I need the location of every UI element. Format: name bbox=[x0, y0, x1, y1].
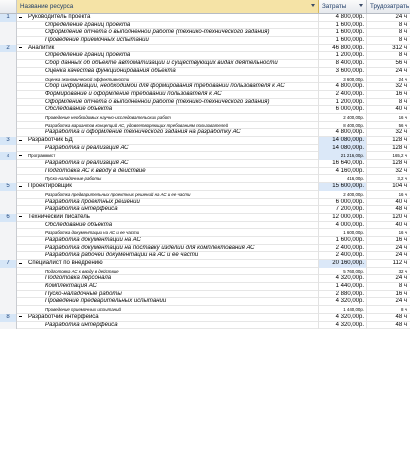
work-cell[interactable]: 16 ч bbox=[398, 114, 407, 120]
resource-name-cell[interactable] bbox=[17, 275, 319, 283]
work-cell[interactable]: 8 ч bbox=[398, 37, 407, 44]
cost-cell[interactable]: 2 400,00р. bbox=[319, 191, 367, 199]
assignment-row[interactable] bbox=[0, 229, 410, 237]
work-cell[interactable]: 312 ч bbox=[392, 44, 407, 51]
cost-cell[interactable]: 3 600,00р. bbox=[319, 76, 367, 84]
row-number[interactable] bbox=[0, 322, 17, 330]
resource-name-label: Сбор данных об объекте автоматизации и существующих видах деятельности bbox=[45, 60, 278, 67]
row-number[interactable]: 5 bbox=[0, 183, 17, 191]
row-number[interactable] bbox=[0, 145, 17, 153]
resource-name-cell[interactable] bbox=[17, 260, 319, 268]
assignment-row[interactable] bbox=[0, 245, 410, 253]
resource-name-cell[interactable] bbox=[17, 52, 319, 60]
row-number[interactable] bbox=[0, 222, 17, 230]
resource-name-cell[interactable] bbox=[17, 14, 319, 22]
cost-cell[interactable]: 8 400,00р. bbox=[319, 122, 367, 130]
row-number[interactable] bbox=[0, 22, 17, 30]
cost-cell[interactable]: 4 800,00р. bbox=[319, 129, 367, 137]
row-number[interactable] bbox=[0, 114, 17, 122]
resource-row[interactable] bbox=[0, 45, 410, 53]
resource-row[interactable] bbox=[0, 183, 410, 191]
assignment-row[interactable] bbox=[0, 114, 410, 122]
cost-cell[interactable]: 5 760,00р. bbox=[319, 268, 367, 276]
assignment-row[interactable] bbox=[0, 99, 410, 107]
resource-name-label: Аналитик bbox=[28, 44, 55, 51]
row-number[interactable] bbox=[0, 52, 17, 60]
row-number[interactable] bbox=[0, 291, 17, 299]
row-number[interactable]: 6 bbox=[0, 214, 17, 222]
work-cell[interactable]: 56 ч bbox=[395, 60, 407, 67]
resource-name-cell[interactable] bbox=[17, 199, 319, 207]
resource-name-cell[interactable] bbox=[17, 229, 319, 237]
row-number[interactable] bbox=[0, 160, 17, 168]
table-body bbox=[0, 14, 410, 329]
resource-name-cell[interactable] bbox=[17, 106, 319, 114]
row-number[interactable] bbox=[0, 275, 17, 283]
assignment-row[interactable] bbox=[0, 291, 410, 299]
resource-name-label: Специалист по внедрению bbox=[28, 260, 103, 266]
work-cell[interactable]: 48 ч bbox=[395, 313, 407, 320]
cost-cell[interactable]: 2 400,00р. bbox=[319, 245, 367, 253]
assignment-row[interactable] bbox=[0, 306, 410, 314]
assignment-row[interactable] bbox=[0, 298, 410, 306]
work-cell[interactable]: 8 ч bbox=[398, 29, 407, 36]
assignment-row[interactable] bbox=[0, 283, 410, 291]
resource-name-cell[interactable] bbox=[17, 322, 319, 330]
row-number[interactable]: 1 bbox=[0, 14, 17, 22]
resource-name-cell[interactable] bbox=[17, 175, 319, 183]
resource-name-label: Проведение предварительных испытаний bbox=[45, 298, 167, 305]
resource-name-cell[interactable] bbox=[17, 37, 319, 45]
resource-name-label: Разработка предварительных проектных решений на АС и ее части bbox=[45, 191, 191, 197]
resource-name-label: Разработчик БД bbox=[28, 137, 73, 143]
resource-name-label: Проведение приемочных испытаний bbox=[45, 307, 121, 313]
work-cell[interactable]: 112 ч bbox=[392, 260, 407, 266]
resource-name-cell[interactable] bbox=[17, 122, 319, 130]
row-number[interactable] bbox=[0, 76, 17, 84]
resource-row[interactable] bbox=[0, 314, 410, 322]
column-header-label: Затраты bbox=[322, 3, 347, 10]
column-header-work[interactable] bbox=[367, 0, 410, 13]
resource-name-label: Программист bbox=[28, 153, 56, 159]
cost-cell[interactable]: 4 160,00р. bbox=[319, 168, 367, 176]
cost-cell[interactable]: 4 800,00р. bbox=[319, 14, 367, 22]
row-number[interactable] bbox=[0, 199, 17, 207]
assignment-row[interactable] bbox=[0, 175, 410, 183]
row-number[interactable]: 3 bbox=[0, 137, 17, 145]
work-cell[interactable]: 8 ч bbox=[398, 21, 407, 28]
resource-name-label: Сбор информации, необходимой для формирования требований пользователя к АС bbox=[45, 83, 285, 90]
resource-name-label: Разработка и реализация АС bbox=[45, 160, 129, 167]
cost-cell[interactable]: 1 600,00р. bbox=[319, 229, 367, 237]
select-all-corner[interactable] bbox=[0, 0, 17, 13]
resource-name-cell[interactable] bbox=[17, 145, 319, 153]
row-number[interactable] bbox=[0, 175, 17, 183]
cost-cell[interactable]: 15 600,00р. bbox=[319, 183, 367, 191]
work-cell[interactable]: 8 ч bbox=[401, 307, 407, 313]
resource-name-cell[interactable] bbox=[17, 183, 319, 191]
assignment-row[interactable] bbox=[0, 122, 410, 130]
resource-name-label: Разработка документации на АС и ее части bbox=[45, 230, 140, 236]
work-cell[interactable]: 48 ч bbox=[395, 321, 407, 328]
cost-cell[interactable]: 4 320,00р. bbox=[319, 322, 367, 330]
cost-cell[interactable]: 1 440,00р. bbox=[319, 306, 367, 314]
resource-name-cell[interactable] bbox=[17, 206, 319, 214]
column-header-row bbox=[0, 0, 410, 14]
row-number[interactable] bbox=[0, 168, 17, 176]
work-cell[interactable]: 8 ч bbox=[398, 52, 407, 59]
column-header-label: Трудозатрать bbox=[370, 3, 410, 10]
cost-cell[interactable]: 1 600,00р. bbox=[319, 37, 367, 45]
work-cell[interactable]: 8 ч bbox=[398, 98, 407, 105]
resource-name-cell[interactable] bbox=[17, 306, 319, 314]
resource-name-label: Проведение необходимых научно-исследовательских работ bbox=[45, 114, 171, 120]
row-number[interactable] bbox=[0, 283, 17, 291]
resource-name-label: Разработка и оформление технического задания на разработку АС bbox=[45, 129, 241, 136]
work-cell[interactable]: 40 ч bbox=[395, 106, 407, 113]
row-number[interactable] bbox=[0, 122, 17, 130]
work-cell[interactable]: 16 ч bbox=[395, 290, 407, 297]
cost-cell[interactable]: 21 216,00р. bbox=[319, 152, 367, 160]
assignment-row[interactable] bbox=[0, 129, 410, 137]
cost-cell[interactable]: 12 000,00р. bbox=[319, 214, 367, 222]
cost-cell[interactable]: 4 000,00р. bbox=[319, 222, 367, 230]
resource-row[interactable] bbox=[0, 260, 410, 268]
resource-name-cell[interactable] bbox=[17, 168, 319, 176]
work-cell[interactable]: 40 ч bbox=[395, 221, 407, 228]
resource-name-cell[interactable] bbox=[17, 191, 319, 199]
resource-name-label: Определение границ проекта bbox=[45, 52, 131, 59]
row-number[interactable] bbox=[0, 245, 17, 253]
assignment-row[interactable] bbox=[0, 206, 410, 214]
work-cell[interactable]: 32 ч bbox=[395, 167, 407, 174]
work-cell[interactable]: 16 ч bbox=[395, 236, 407, 243]
cost-cell[interactable]: 2 400,00р. bbox=[319, 252, 367, 260]
row-number[interactable] bbox=[0, 29, 17, 37]
work-cell[interactable]: 48 ч bbox=[395, 206, 407, 213]
assignment-row[interactable] bbox=[0, 145, 410, 153]
assignment-row[interactable] bbox=[0, 268, 410, 276]
resource-name-cell[interactable] bbox=[17, 314, 319, 322]
resource-name-cell[interactable] bbox=[17, 83, 319, 91]
assignment-row[interactable] bbox=[0, 252, 410, 260]
work-cell[interactable]: 120 ч bbox=[392, 213, 407, 220]
resource-name-label: Подготовка персонала bbox=[45, 275, 112, 282]
cost-cell[interactable]: 1 440,00р. bbox=[319, 283, 367, 291]
resource-name-label: Технический писатель bbox=[28, 213, 90, 220]
assignment-row[interactable] bbox=[0, 191, 410, 199]
work-cell[interactable]: 128 ч bbox=[392, 144, 407, 151]
filter-dropdown-icon[interactable] bbox=[359, 4, 363, 7]
work-cell[interactable]: 56 ч bbox=[398, 122, 407, 128]
cost-cell[interactable]: 2 400,00р. bbox=[319, 114, 367, 122]
assignment-row[interactable] bbox=[0, 22, 410, 30]
cost-cell[interactable]: 1 200,00р. bbox=[319, 52, 367, 60]
work-cell[interactable]: 128 ч bbox=[392, 137, 407, 143]
assignment-row[interactable] bbox=[0, 275, 410, 283]
row-number[interactable] bbox=[0, 60, 17, 68]
cost-cell[interactable]: 6 000,00р. bbox=[319, 199, 367, 207]
resource-name-label: Подготовка АС к вводу в действие bbox=[45, 268, 119, 274]
row-number[interactable] bbox=[0, 206, 17, 214]
resource-name-label: Проектировщик bbox=[28, 183, 72, 190]
cost-cell[interactable]: 20 160,00р. bbox=[319, 260, 367, 268]
resource-name-cell[interactable] bbox=[17, 114, 319, 122]
assignment-row[interactable] bbox=[0, 91, 410, 99]
cost-cell[interactable]: 14 080,00р. bbox=[319, 137, 367, 145]
resource-name-cell[interactable] bbox=[17, 45, 319, 53]
cost-cell[interactable]: 6 000,00р. bbox=[319, 106, 367, 114]
resource-name-cell[interactable] bbox=[17, 298, 319, 306]
resource-name-cell[interactable] bbox=[17, 222, 319, 230]
resource-name-label: Подготовка АС к вводу в действие bbox=[45, 167, 146, 174]
work-cell[interactable]: 16 ч bbox=[398, 230, 407, 236]
resource-row[interactable] bbox=[0, 214, 410, 222]
resource-name-cell[interactable] bbox=[17, 268, 319, 276]
row-number[interactable] bbox=[0, 237, 17, 245]
assignment-row[interactable] bbox=[0, 52, 410, 60]
resource-name-cell[interactable] bbox=[17, 160, 319, 168]
row-number[interactable] bbox=[0, 191, 17, 199]
resource-name-cell[interactable] bbox=[17, 22, 319, 30]
resource-name-cell[interactable] bbox=[17, 91, 319, 99]
resource-name-cell[interactable] bbox=[17, 137, 319, 145]
assignment-row[interactable] bbox=[0, 37, 410, 45]
resource-name-label: Разработчик интерфейса bbox=[28, 313, 99, 320]
row-number[interactable]: 7 bbox=[0, 260, 17, 268]
resource-name-label: Формирование и оформление требований пользователя к АС bbox=[45, 90, 222, 97]
work-cell[interactable]: 165,2 ч bbox=[392, 153, 407, 159]
resource-name-label: Оценка экономической эффективности bbox=[45, 76, 130, 82]
resource-name-label: Разработка рабочей документации на АС и ее части bbox=[45, 252, 199, 259]
resource-name-cell[interactable] bbox=[17, 99, 319, 107]
resource-name-cell[interactable] bbox=[17, 291, 319, 299]
row-number[interactable] bbox=[0, 68, 17, 76]
cost-cell[interactable]: 2 880,00р. bbox=[319, 291, 367, 299]
assignment-row[interactable] bbox=[0, 160, 410, 168]
work-cell[interactable]: 128 ч bbox=[392, 160, 407, 167]
resource-name-label: Разработка документации на поставку изделий для комплектования АС bbox=[45, 244, 255, 251]
work-cell[interactable]: 8 ч bbox=[398, 283, 407, 290]
assignment-row[interactable] bbox=[0, 168, 410, 176]
column-header-resource-name[interactable] bbox=[17, 0, 319, 13]
resource-name-cell[interactable] bbox=[17, 29, 319, 37]
cost-cell[interactable]: 7 200,00р. bbox=[319, 206, 367, 214]
resource-name-label: Руководитель проекта bbox=[28, 14, 91, 20]
resource-name-label: Пуско-наладочные работы bbox=[45, 176, 102, 182]
work-cell[interactable]: 16 ч bbox=[398, 191, 407, 197]
resource-name-label: Обследование объекта bbox=[45, 221, 113, 228]
resource-name-cell[interactable] bbox=[17, 76, 319, 84]
resource-name-label: Оценка качества функционирования объекта bbox=[45, 67, 176, 74]
cost-cell[interactable]: 3 600,00р. bbox=[319, 68, 367, 76]
resource-name-label: Разработка вариантов концепций АС, удовлетворяющих требованиям пользователей bbox=[45, 122, 229, 128]
assignment-row[interactable] bbox=[0, 199, 410, 207]
resource-name-label: Обследование объекта bbox=[45, 106, 113, 113]
resource-name-cell[interactable] bbox=[17, 237, 319, 245]
row-number[interactable] bbox=[0, 129, 17, 137]
resource-name-cell[interactable] bbox=[17, 245, 319, 253]
assignment-row[interactable] bbox=[0, 222, 410, 230]
cost-cell[interactable]: 4 320,00р. bbox=[319, 298, 367, 306]
row-number[interactable] bbox=[0, 252, 17, 260]
cost-cell[interactable]: 2 400,00р. bbox=[319, 91, 367, 99]
work-cell[interactable]: 32 ч bbox=[395, 83, 407, 90]
work-cell[interactable]: 24 ч bbox=[398, 76, 407, 82]
column-header-cost[interactable] bbox=[319, 0, 367, 13]
cost-cell[interactable]: 14 080,00р. bbox=[319, 145, 367, 153]
row-number[interactable] bbox=[0, 306, 17, 314]
resource-name-cell[interactable] bbox=[17, 129, 319, 137]
work-cell[interactable]: 32 ч bbox=[398, 268, 407, 274]
assignment-row[interactable] bbox=[0, 237, 410, 245]
resource-name-label: Разработка проектных решений bbox=[45, 198, 140, 205]
cost-cell[interactable]: 1 200,00р. bbox=[319, 99, 367, 107]
cost-cell[interactable]: 4 320,00р. bbox=[319, 314, 367, 322]
work-cell[interactable]: 24 ч bbox=[395, 67, 407, 74]
resource-name-cell[interactable] bbox=[17, 252, 319, 260]
row-number[interactable] bbox=[0, 229, 17, 237]
assignment-row[interactable] bbox=[0, 76, 410, 84]
resource-name-cell[interactable] bbox=[17, 214, 319, 222]
assignment-row[interactable] bbox=[0, 83, 410, 91]
row-number[interactable] bbox=[0, 298, 17, 306]
row-number[interactable] bbox=[0, 268, 17, 276]
resource-name-cell[interactable] bbox=[17, 283, 319, 291]
row-number[interactable] bbox=[0, 106, 17, 114]
row-number[interactable]: 2 bbox=[0, 45, 17, 53]
cost-cell[interactable]: 4 800,00р. bbox=[319, 83, 367, 91]
resource-row[interactable] bbox=[0, 14, 410, 22]
assignment-row[interactable] bbox=[0, 106, 410, 114]
resource-name-label: Оформление отчета о выполненной работе (технико-технического задания) bbox=[45, 29, 270, 36]
row-number[interactable]: 4 bbox=[0, 152, 17, 160]
resource-name-label: Комплектация АС bbox=[45, 283, 97, 290]
row-number[interactable] bbox=[0, 99, 17, 107]
work-cell[interactable]: 24 ч bbox=[395, 14, 407, 20]
assignment-row[interactable] bbox=[0, 60, 410, 68]
work-cell[interactable]: 40 ч bbox=[395, 198, 407, 205]
work-cell[interactable]: 24 ч bbox=[395, 252, 407, 259]
cost-cell[interactable]: 1 600,00р. bbox=[319, 22, 367, 30]
resource-name-cell[interactable] bbox=[17, 68, 319, 76]
row-number[interactable]: 8 bbox=[0, 314, 17, 322]
resource-row[interactable] bbox=[0, 137, 410, 145]
assignment-row[interactable] bbox=[0, 68, 410, 76]
work-cell[interactable]: 24 ч bbox=[395, 244, 407, 251]
resource-name-label: Разработка и реализация АС bbox=[45, 144, 129, 151]
resource-name-label: Определение границ проекта bbox=[45, 21, 131, 28]
work-cell[interactable]: 3,2 ч bbox=[397, 176, 407, 182]
resource-row[interactable] bbox=[0, 152, 410, 160]
assignment-row[interactable] bbox=[0, 322, 410, 330]
resource-name-label: Разработка документации на АС bbox=[45, 236, 141, 243]
resource-name-label: Пуско-наладочные работы bbox=[45, 290, 122, 297]
filter-dropdown-icon[interactable] bbox=[311, 4, 315, 7]
assignment-row[interactable] bbox=[0, 29, 410, 37]
row-number[interactable] bbox=[0, 37, 17, 45]
cost-cell[interactable]: 46 800,00р. bbox=[319, 45, 367, 53]
work-cell[interactable]: 32 ч bbox=[395, 129, 407, 136]
work-cell[interactable]: 16 ч bbox=[395, 90, 407, 97]
work-cell[interactable]: 104 ч bbox=[392, 183, 407, 190]
cost-cell[interactable]: 416,00р. bbox=[319, 175, 367, 183]
cost-cell[interactable]: 4 320,00р. bbox=[319, 275, 367, 283]
cost-cell[interactable]: 8 400,00р. bbox=[319, 60, 367, 68]
resource-name-label: Разработка интерфейса bbox=[45, 321, 118, 328]
work-cell[interactable]: 24 ч bbox=[395, 298, 407, 305]
resource-name-cell[interactable] bbox=[17, 60, 319, 68]
column-header-label: Название ресурса bbox=[20, 3, 74, 10]
resource-name-label: Оформление отчета о выполненной работе (технико-технического задания) bbox=[45, 98, 270, 105]
cost-cell[interactable]: 16 640,00р. bbox=[319, 160, 367, 168]
resource-name-cell[interactable] bbox=[17, 152, 319, 160]
row-number[interactable] bbox=[0, 91, 17, 99]
cost-cell[interactable]: 1 600,00р. bbox=[319, 237, 367, 245]
cost-cell[interactable]: 1 600,00р. bbox=[319, 29, 367, 37]
work-cell[interactable]: 24 ч bbox=[395, 275, 407, 282]
row-number[interactable] bbox=[0, 83, 17, 91]
resource-name-label: Разработка интерфейса bbox=[45, 206, 118, 213]
resource-name-label: Проведение приемочных испытаний bbox=[45, 37, 149, 44]
